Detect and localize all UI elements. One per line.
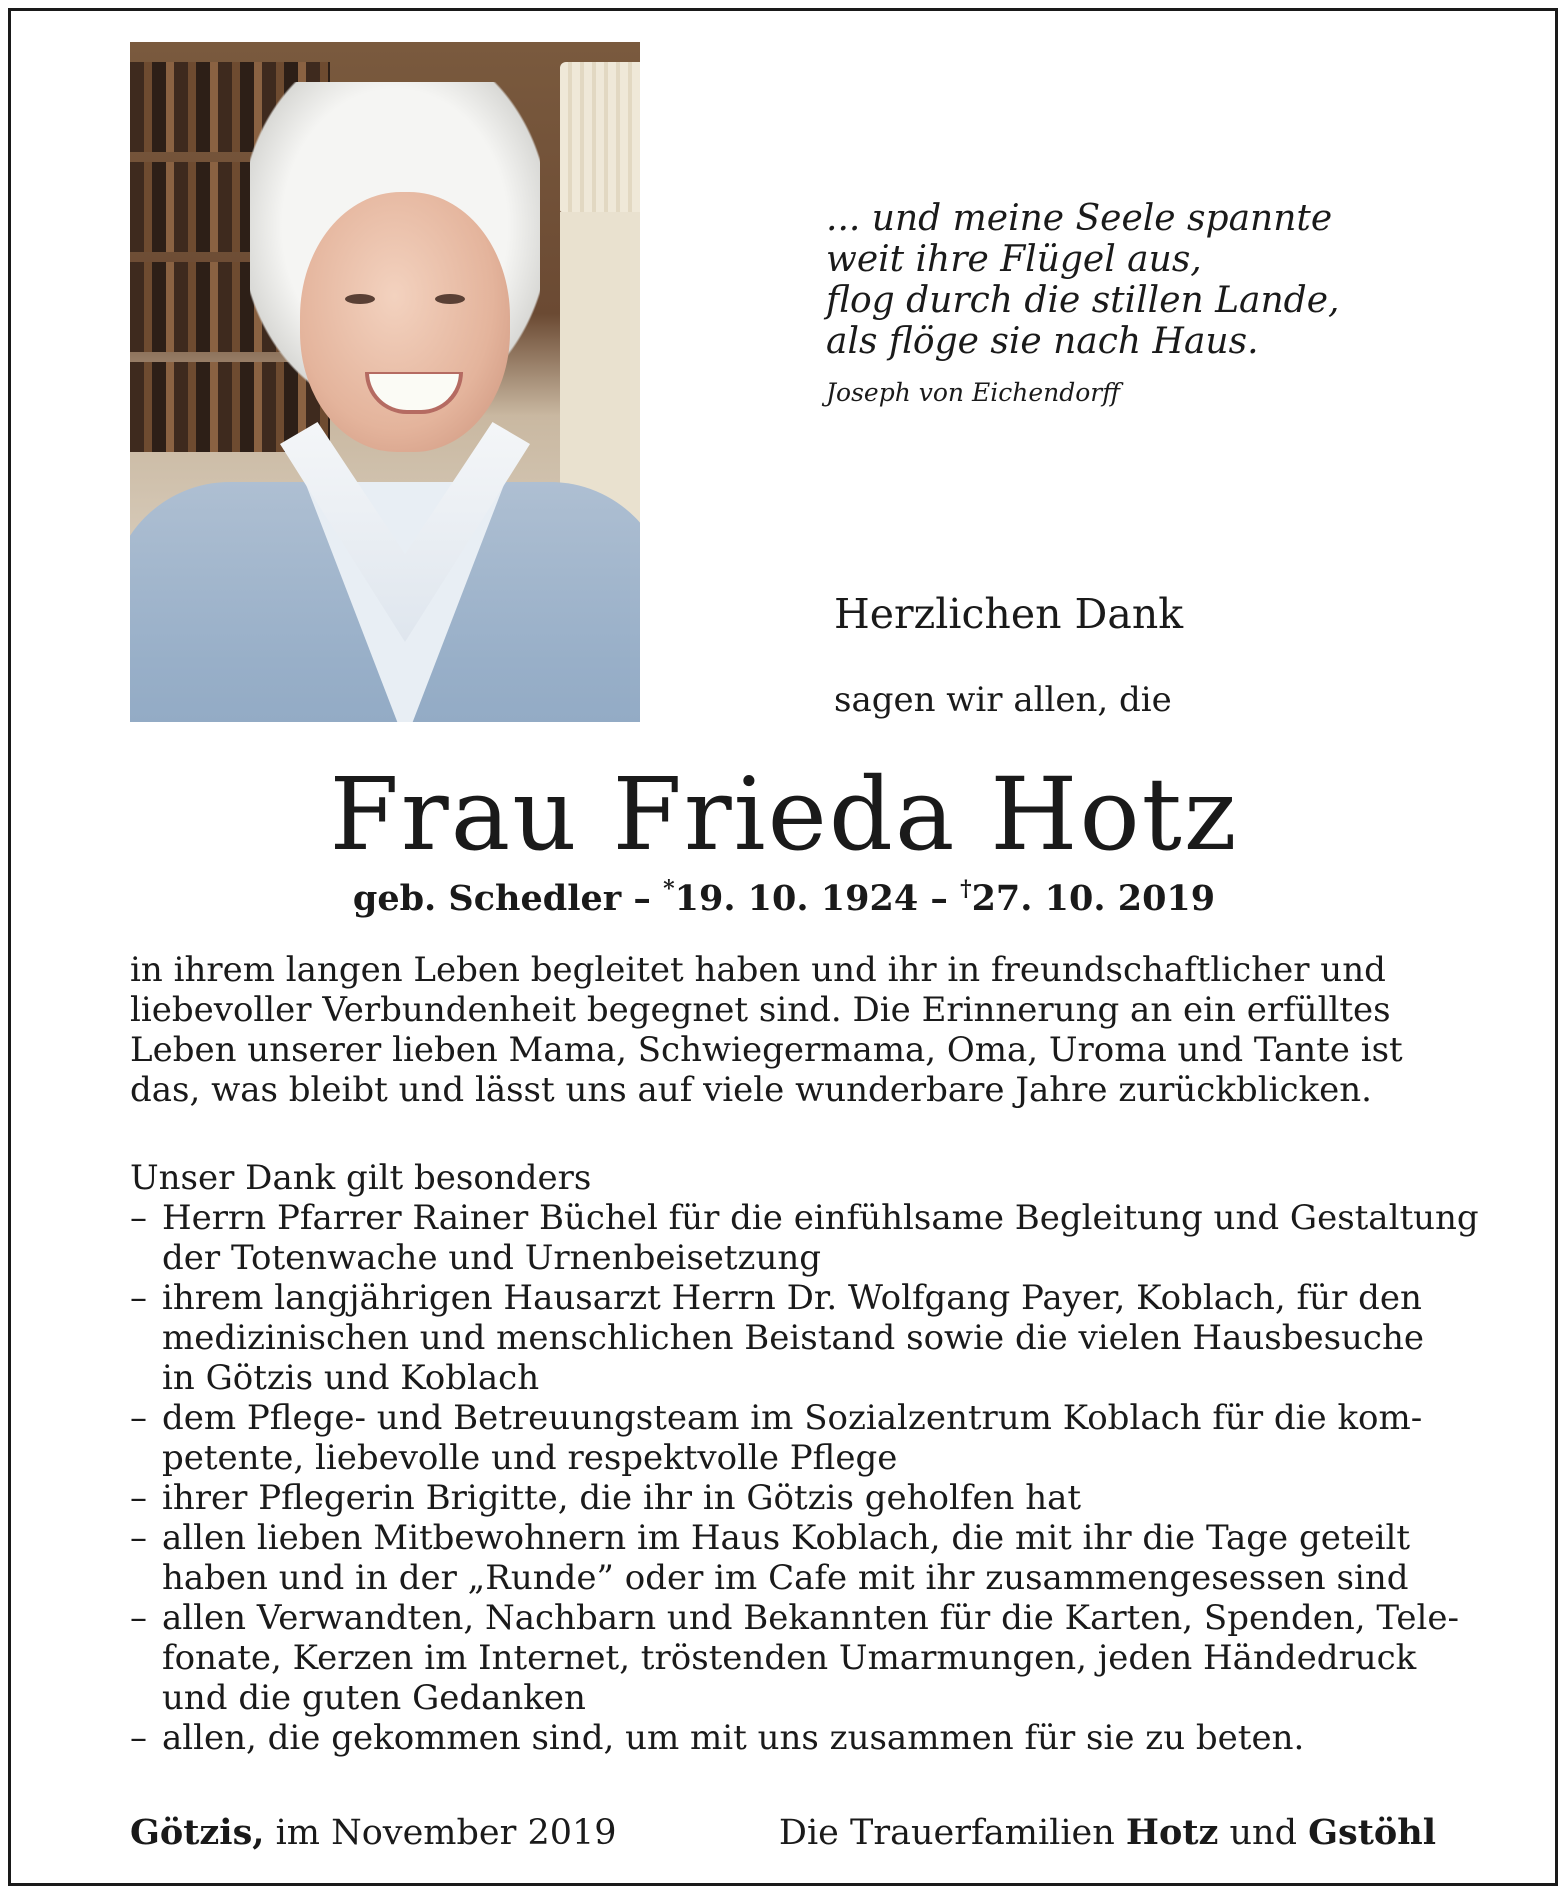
poem-quote xyxy=(826,198,1386,362)
conjunction: und xyxy=(1218,1813,1309,1853)
paragraph-line: in ihrem langen Leben begleitet haben und ihr in freundschaftlicher und xyxy=(130,950,1386,990)
list-heading: Unser Dank gilt besonders xyxy=(130,1158,592,1198)
list-dash: – xyxy=(130,1398,147,1438)
paragraph-line: liebevoller Verbundenheit begegnet sind. Die Erinnerung an ein erfülltes xyxy=(130,990,1391,1030)
list-item-line: ihrer Pflegerin Brigitte, die ihr in Götzis geholfen hat xyxy=(162,1478,1082,1518)
separator: – xyxy=(930,878,948,919)
family-signature xyxy=(779,1812,1436,1853)
list-dash: – xyxy=(130,1518,147,1558)
birth-date: 19. 10. 1924 xyxy=(674,878,919,919)
family-name-hotz: Hotz xyxy=(1125,1812,1219,1853)
family-prefix: Die Trauerfamilien xyxy=(778,1813,1126,1853)
right-eye xyxy=(435,294,465,304)
list-item-line: und die guten Gedanken xyxy=(162,1678,586,1718)
list-item-line: in Götzis und Koblach xyxy=(162,1358,540,1398)
list-dash: – xyxy=(130,1278,147,1318)
quote-author: Joseph von Eichendorff xyxy=(826,378,1120,407)
death-symbol: † xyxy=(960,876,972,902)
birth-symbol: * xyxy=(663,876,675,902)
list-item xyxy=(130,1398,1436,1478)
list-item xyxy=(130,1278,1436,1398)
deceased-name: Frau Frieda Hotz xyxy=(329,756,1239,873)
list-item-line: petente, liebevolle und respektvolle Pflege xyxy=(162,1438,898,1478)
list-item-line: fonate, Kerzen im Internet, tröstenden Umarmungen, jeden Händedruck xyxy=(162,1638,1417,1678)
list-item-line: medizinischen und menschlichen Beistand sowie die vielen Hausbesuche xyxy=(162,1318,1424,1358)
date: im November 2019 xyxy=(264,1813,617,1853)
list-item xyxy=(130,1198,1479,1278)
place-date xyxy=(130,1812,617,1853)
family-name-gstoehl: Gstöhl xyxy=(1308,1812,1436,1853)
place: Götzis, xyxy=(130,1812,265,1853)
list-item-line: allen Verwandten, Nachbarn und Bekannten für die Karten, Spenden, Tele- xyxy=(162,1598,1460,1638)
death-date: 27. 10. 2019 xyxy=(971,878,1216,919)
list-item-line: Herrn Pfarrer Rainer Büchel für die einfühlsame Begleitung und Gestaltung xyxy=(162,1198,1479,1238)
list-item-line: haben und in der „Runde” oder im Cafe mit ihr zusammengesessen sind xyxy=(162,1558,1409,1598)
list-item xyxy=(130,1478,1436,1518)
list-dash: – xyxy=(130,1718,147,1758)
quote-line: flog durch die stillen Lande, xyxy=(826,280,1340,321)
quote-line: als flöge sie nach Haus. xyxy=(826,321,1259,362)
thanks-heading: Herzlichen Dank xyxy=(834,590,1184,638)
list-item xyxy=(130,1718,1436,1758)
list-item-line: allen lieben Mitbewohnern im Haus Koblach, die mit ihr die Tage geteilt xyxy=(162,1518,1411,1558)
paragraph-line: das, was bleibt und lässt uns auf viele wunderbare Jahre zurückblicken. xyxy=(130,1070,1372,1110)
list-dash: – xyxy=(130,1478,147,1518)
lamp-shade xyxy=(560,62,640,212)
thanks-paragraph xyxy=(130,950,1436,1110)
portrait-photo xyxy=(130,42,640,722)
maiden-name: geb. Schedler xyxy=(352,878,622,919)
quote-line: ... und meine Seele spannte xyxy=(826,198,1333,239)
list-item-line: dem Pflege- und Betreuungsteam im Sozialzentrum Koblach für die kom- xyxy=(162,1398,1423,1438)
list-item-line: der Totenwache und Urnenbeisetzung xyxy=(162,1238,822,1278)
list-item xyxy=(130,1598,1460,1718)
paragraph-line: Leben unserer lieben Mama, Schwiegermama, Oma, Uroma und Tante ist xyxy=(130,1030,1403,1070)
intro-text: sagen wir allen, die xyxy=(834,680,1172,720)
list-item xyxy=(130,1518,1436,1598)
left-eye xyxy=(345,294,375,304)
list-dash: – xyxy=(130,1198,147,1238)
list-item-line: ihrem langjährigen Hausarzt Herrn Dr. Wolfgang Payer, Koblach, für den xyxy=(162,1278,1422,1318)
thanks-list xyxy=(130,1198,1479,1758)
list-item-line: allen, die gekommen sind, um mit uns zusammen für sie zu beten. xyxy=(162,1718,1305,1758)
separator: – xyxy=(633,878,651,919)
life-dates xyxy=(0,876,1568,919)
quote-line: weit ihre Flügel aus, xyxy=(826,239,1202,280)
list-dash: – xyxy=(130,1598,147,1638)
